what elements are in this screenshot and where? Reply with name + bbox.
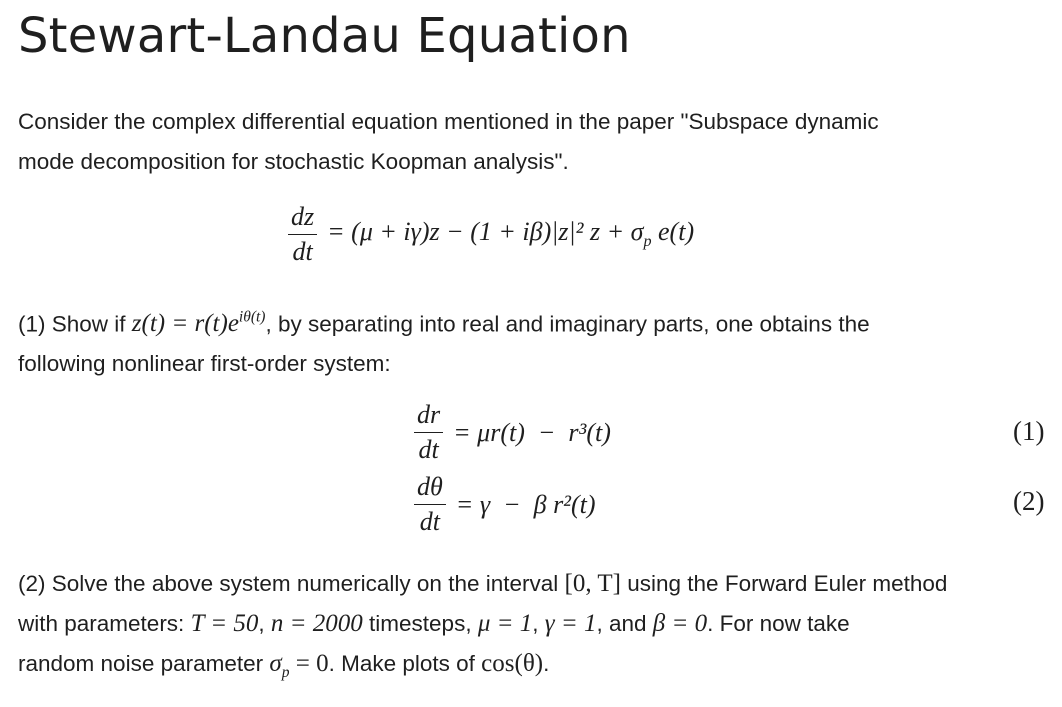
part2-sigma-expression: [269, 650, 329, 681]
part2-T-equation: T = 50: [190, 610, 259, 637]
intro-line-1: Consider the complex differential equation mentioned in the paper "Subspace dynamic: [18, 109, 879, 134]
part1-z-expression: [132, 310, 266, 337]
part1-z-exponent: iθ(t): [238, 309, 266, 326]
part2-line3-c: .: [543, 651, 550, 676]
system-eq2-denominator: dt: [419, 507, 440, 536]
system-eq1-denominator: dt: [418, 435, 439, 464]
part2-line2-d: . For now take: [707, 611, 850, 636]
part2-sigma-sub: p: [281, 664, 290, 681]
part2-line3-b: . Make plots of: [328, 651, 482, 676]
part1-suffix: , by separating into real and imaginary parts, one obtains the: [265, 311, 870, 337]
system-eq2-rhs: [456, 490, 596, 520]
part1-paragraph: [18, 298, 1058, 384]
main-equation-rhs-body: = (μ + iγ)z − (1 + iβ)|z|² z + σ: [327, 217, 644, 247]
part2-line1-tail: using the Forward Euler method: [621, 571, 948, 596]
part2-line1-text: (2) Solve the above system numerically on the interval: [18, 571, 565, 596]
main-equation-rhs-tail: e(t): [651, 217, 695, 247]
part2-gamma-equation: γ = 1: [544, 610, 597, 637]
system-eq1-fraction: [414, 398, 443, 467]
part2-sigma: σ: [269, 650, 282, 677]
intro-line-2: mode decomposition for stochastic Koopman analysis".: [18, 149, 569, 174]
system-eq1-rhs: [453, 418, 611, 448]
main-equation-denominator: dt: [292, 237, 313, 266]
system-eq2-rhs-text: = γ − β r²(t): [455, 489, 596, 519]
part1-prefix: (1) Show if: [18, 311, 132, 337]
equation-number-2: (2): [1013, 486, 1045, 516]
main-equation-fraction: [288, 200, 317, 269]
part2-cos-expression: cos(θ): [481, 650, 544, 677]
part2-n-equation: n = 2000: [270, 610, 363, 637]
part2-sigma-tail: = 0: [289, 650, 329, 677]
part1-line-2: following nonlinear first-order system:: [18, 351, 391, 377]
part2-line2-b: timesteps,: [362, 611, 478, 636]
main-equation: [288, 200, 694, 269]
part2-line2-c: , and: [596, 611, 653, 636]
system-eq1-numerator: dr: [414, 398, 443, 433]
part2-line3-a: random noise parameter: [18, 651, 270, 676]
part2-sep-1: ,: [258, 611, 271, 636]
system-eq2-numerator: dθ: [414, 470, 446, 505]
system-equation-2: [414, 470, 596, 539]
part2-mu-equation: μ = 1: [477, 610, 533, 637]
part2-paragraph: [18, 564, 1058, 693]
system-eq2-fraction: [414, 470, 446, 539]
part1-z-base: z(t) = r(t)e: [131, 310, 239, 338]
part2-interval: [0, T]: [564, 570, 621, 597]
part2-line2-a: with parameters:: [18, 611, 191, 636]
equation-number-1: (1): [1013, 416, 1045, 446]
part2-beta-equation: β = 0: [652, 610, 708, 637]
system-equation-1: [414, 398, 611, 467]
main-equation-rhs-sub: p: [643, 233, 652, 251]
system-eq1-rhs-text: = μr(t) − r³(t): [453, 417, 611, 447]
page-title: Stewart-Landau Equation: [18, 8, 631, 64]
part2-sep-2: ,: [532, 611, 545, 636]
main-equation-rhs: [327, 217, 694, 251]
main-equation-numerator: dz: [288, 200, 317, 235]
intro-paragraph: [18, 102, 1058, 182]
